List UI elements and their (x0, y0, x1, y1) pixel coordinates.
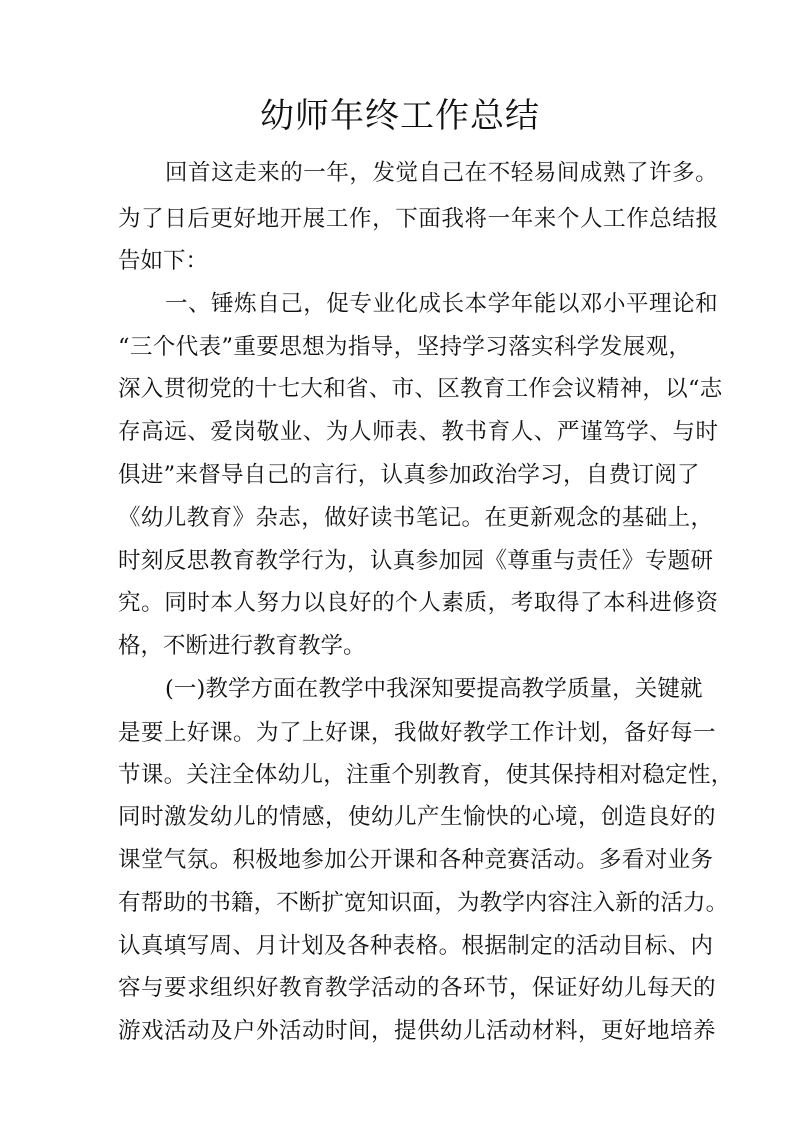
text-line-14: 是要上好课。为了上好课，我做好教学工作计划，备好每一 (118, 720, 717, 746)
text-line-7: 存高远、爱岗敬业、为人师表、教书育人、严谨笃学、与时 (118, 419, 719, 445)
text-line-1: 回首这走来的一年，发觉自己在不轻易间成熟了许多。 (165, 160, 719, 186)
text-line-8: 俱进”来督导自己的言行，认真参加政治学习，自费订阅了 (118, 462, 700, 488)
text-line-17: 课堂气氛。积极地参加公开课和各种竞赛活动。多看对业务 (118, 847, 714, 873)
text-line-3: 告如下： (118, 248, 209, 274)
document-title: 幼师年终工作总结 (260, 96, 540, 136)
text-line-9: 《幼儿教育》杂志，做好读书笔记。在更新观念的基础上， (118, 505, 714, 531)
text-line-12: 格，不断进行教育教学。 (118, 633, 366, 659)
text-line-21: 游戏活动及户外活动时间，提供幼儿活动材料，更好地培养 (118, 1018, 717, 1044)
text-line-4: 一、锤炼自己，促专业化成长本学年能以邓小平理论和 (165, 291, 719, 317)
text-line-13: (一)教学方面在教学中我深知要提高教学质量，关键就 (165, 676, 703, 702)
text-line-11: 究。同时本人努力以良好的个人素质，考取得了本科进修资 (118, 590, 719, 616)
text-line-19: 认真填写周、月计划及各种表格。根据制定的活动目标、内 (118, 933, 714, 959)
text-line-10: 时刻反思教育教学行为，认真参加园《尊重与责任》专题研 (118, 548, 714, 574)
text-line-5: “三个代表”重要思想为指导，坚持学习落实科学发展观， (118, 334, 692, 360)
text-line-20: 容与要求组织好教育教学活动的各环节，保证好幼儿每天的 (118, 975, 717, 1001)
text-line-6: 深入贯彻党的十七大和省、市、区教育工作会议精神，以“志 (118, 376, 723, 402)
text-line-16: 同时激发幼儿的情感，使幼儿产生愉快的心境，创造良好的 (118, 804, 717, 830)
text-line-18: 有帮助的书籍，不断扩宽知识面，为教学内容注入新的活力。 (118, 890, 729, 916)
text-line-15: 节课。关注全体幼儿，注重个别教育，使其保持相对稳定性， (118, 762, 734, 788)
text-line-2: 为了日后更好地开展工作，下面我将一年来个人工作总结报 (118, 206, 719, 232)
